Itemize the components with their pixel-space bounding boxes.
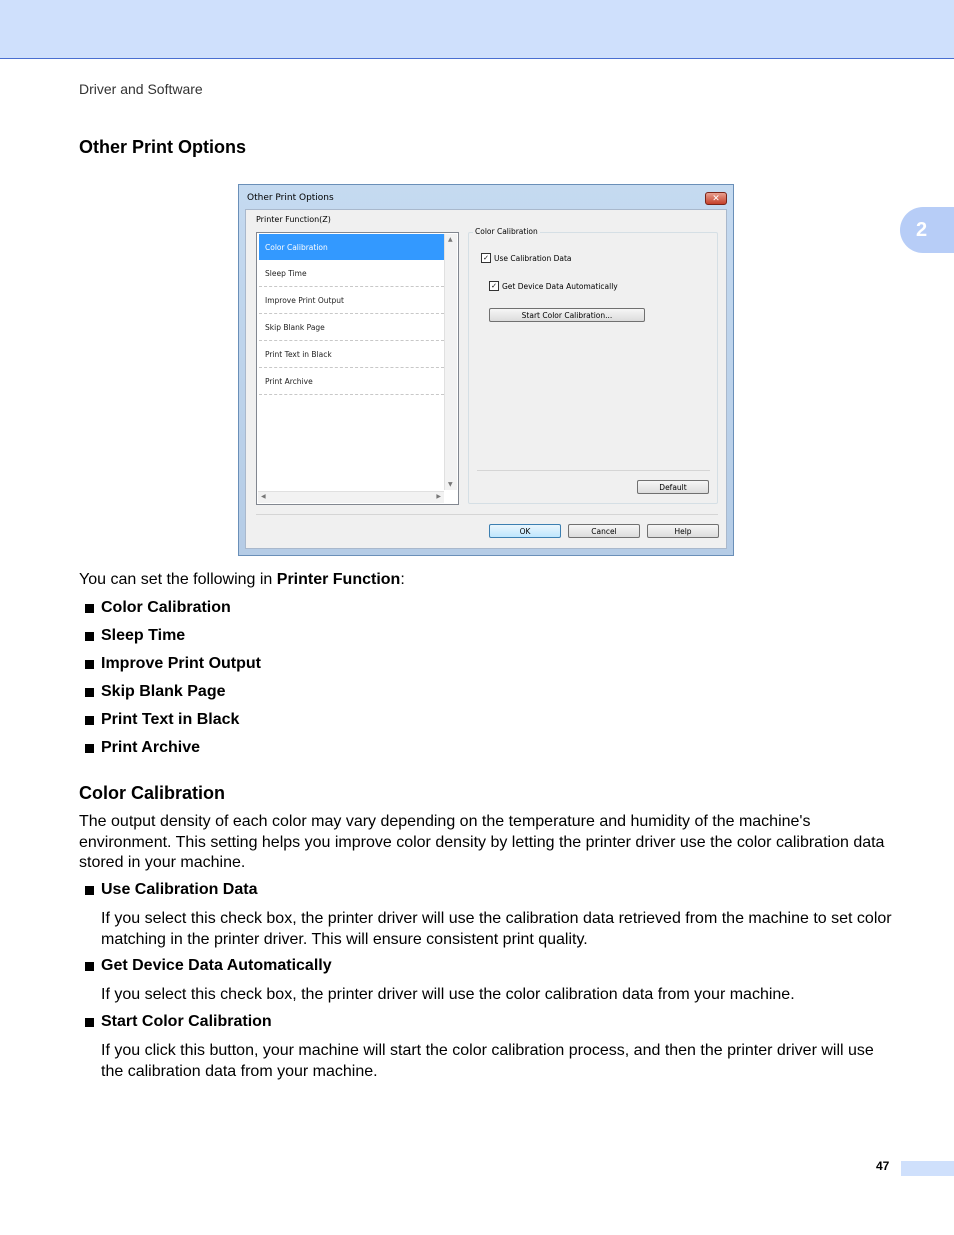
square-bullet-icon [85, 660, 94, 669]
help-button[interactable]: Help [647, 524, 719, 538]
scroll-left-icon[interactable]: ◀ [261, 493, 266, 500]
intro-text [79, 571, 405, 589]
list-item-color-calibration[interactable]: Color Calibration [259, 234, 444, 260]
option-title [85, 957, 332, 975]
running-head: Driver and Software [79, 81, 203, 97]
scroll-up-icon[interactable]: ▲ [448, 236, 453, 243]
close-button[interactable] [705, 192, 727, 205]
function-name: Print Text in Black [101, 711, 240, 728]
intro-prefix: You can set the following in [79, 571, 277, 588]
checkbox-checked-icon: ✓ [489, 281, 499, 291]
square-bullet-icon [85, 604, 94, 613]
option-description: If you click this button, your machine will start the color calibration process, and then the printer driver will use the calibration data from your machine. [101, 1042, 874, 1080]
intro-bold: Printer Function [276, 571, 401, 588]
divider [477, 470, 710, 471]
checkbox-checked-icon: ✓ [481, 253, 491, 263]
cancel-button[interactable]: Cancel [568, 524, 640, 538]
option-name: Start Color Calibration [101, 1013, 272, 1030]
description-paragraph: The output density of each color may vary depending on the temperature and humidity of the machine's environment. This setting helps you improve color density by letting the printer driver use the color calibration data stored in your machine. [79, 813, 885, 871]
list-item-sleep-time[interactable]: Sleep Time [259, 261, 444, 287]
dialog-body [245, 209, 727, 549]
square-bullet-icon [85, 886, 94, 895]
option-name: Get Device Data Automatically [101, 957, 332, 974]
square-bullet-icon [85, 1018, 94, 1027]
other-print-options-dialog [238, 184, 734, 556]
scroll-down-icon[interactable]: ▼ [448, 481, 453, 488]
option-description: If you select this check box, the printer driver will use the color calibration data from your machine. [101, 986, 795, 1003]
printer-function-label: Printer Function(Z) [256, 215, 331, 224]
start-color-calibration-button[interactable]: Start Color Calibration... [489, 308, 645, 322]
function-name: Sleep Time [101, 627, 186, 644]
ok-button[interactable]: OK [489, 524, 561, 538]
function-name: Print Archive [101, 739, 200, 756]
printer-function-list[interactable] [256, 232, 459, 505]
checkbox-label: Get Device Data Automatically [502, 281, 618, 291]
header-band [0, 0, 954, 59]
option-title [85, 1013, 272, 1031]
close-icon: ✕ [712, 193, 720, 204]
get-device-data-checkbox[interactable] [489, 281, 618, 291]
subsection-title: Color Calibration [79, 783, 226, 803]
section-title: Other Print Options [79, 137, 247, 157]
default-button[interactable]: Default [637, 480, 709, 494]
list-item-skip-blank-page[interactable]: Skip Blank Page [259, 315, 444, 341]
square-bullet-icon [85, 962, 94, 971]
list-item [85, 739, 200, 757]
square-bullet-icon [85, 744, 94, 753]
checkbox-label: Use Calibration Data [494, 253, 572, 263]
use-calibration-data-checkbox[interactable] [481, 253, 572, 263]
list-item-print-text-in-black[interactable]: Print Text in Black [259, 342, 444, 368]
page-number: 47 [876, 1159, 890, 1173]
list-item [85, 655, 261, 673]
function-name: Improve Print Output [101, 655, 261, 672]
option-title [85, 881, 257, 899]
list-item [85, 683, 226, 701]
option-description: If you select this check box, the printer driver will use the calibration data retrieved from the machine to set color matching in the printer driver. This will ensure consistent print quality. [101, 910, 892, 948]
square-bullet-icon [85, 716, 94, 725]
footer-band [901, 1161, 954, 1176]
divider [256, 514, 718, 515]
color-calibration-group [468, 227, 718, 504]
list-item [85, 627, 185, 645]
scroll-right-icon[interactable]: ▶ [436, 493, 441, 500]
list-item-improve-print-output[interactable]: Improve Print Output [259, 288, 444, 314]
group-label: Color Calibration [475, 227, 538, 236]
function-name: Skip Blank Page [101, 683, 226, 700]
intro-suffix: : [400, 571, 405, 588]
list-item-print-archive[interactable]: Print Archive [259, 369, 444, 395]
dialog-title: Other Print Options [247, 193, 334, 203]
vertical-scrollbar[interactable] [444, 234, 457, 490]
chapter-tab: 2 [900, 207, 954, 253]
option-name: Use Calibration Data [101, 881, 258, 898]
square-bullet-icon [85, 632, 94, 641]
list-item [85, 599, 231, 617]
square-bullet-icon [85, 688, 94, 697]
horizontal-scrollbar[interactable] [258, 491, 444, 503]
list-item [85, 711, 239, 729]
function-name: Color Calibration [101, 599, 231, 616]
